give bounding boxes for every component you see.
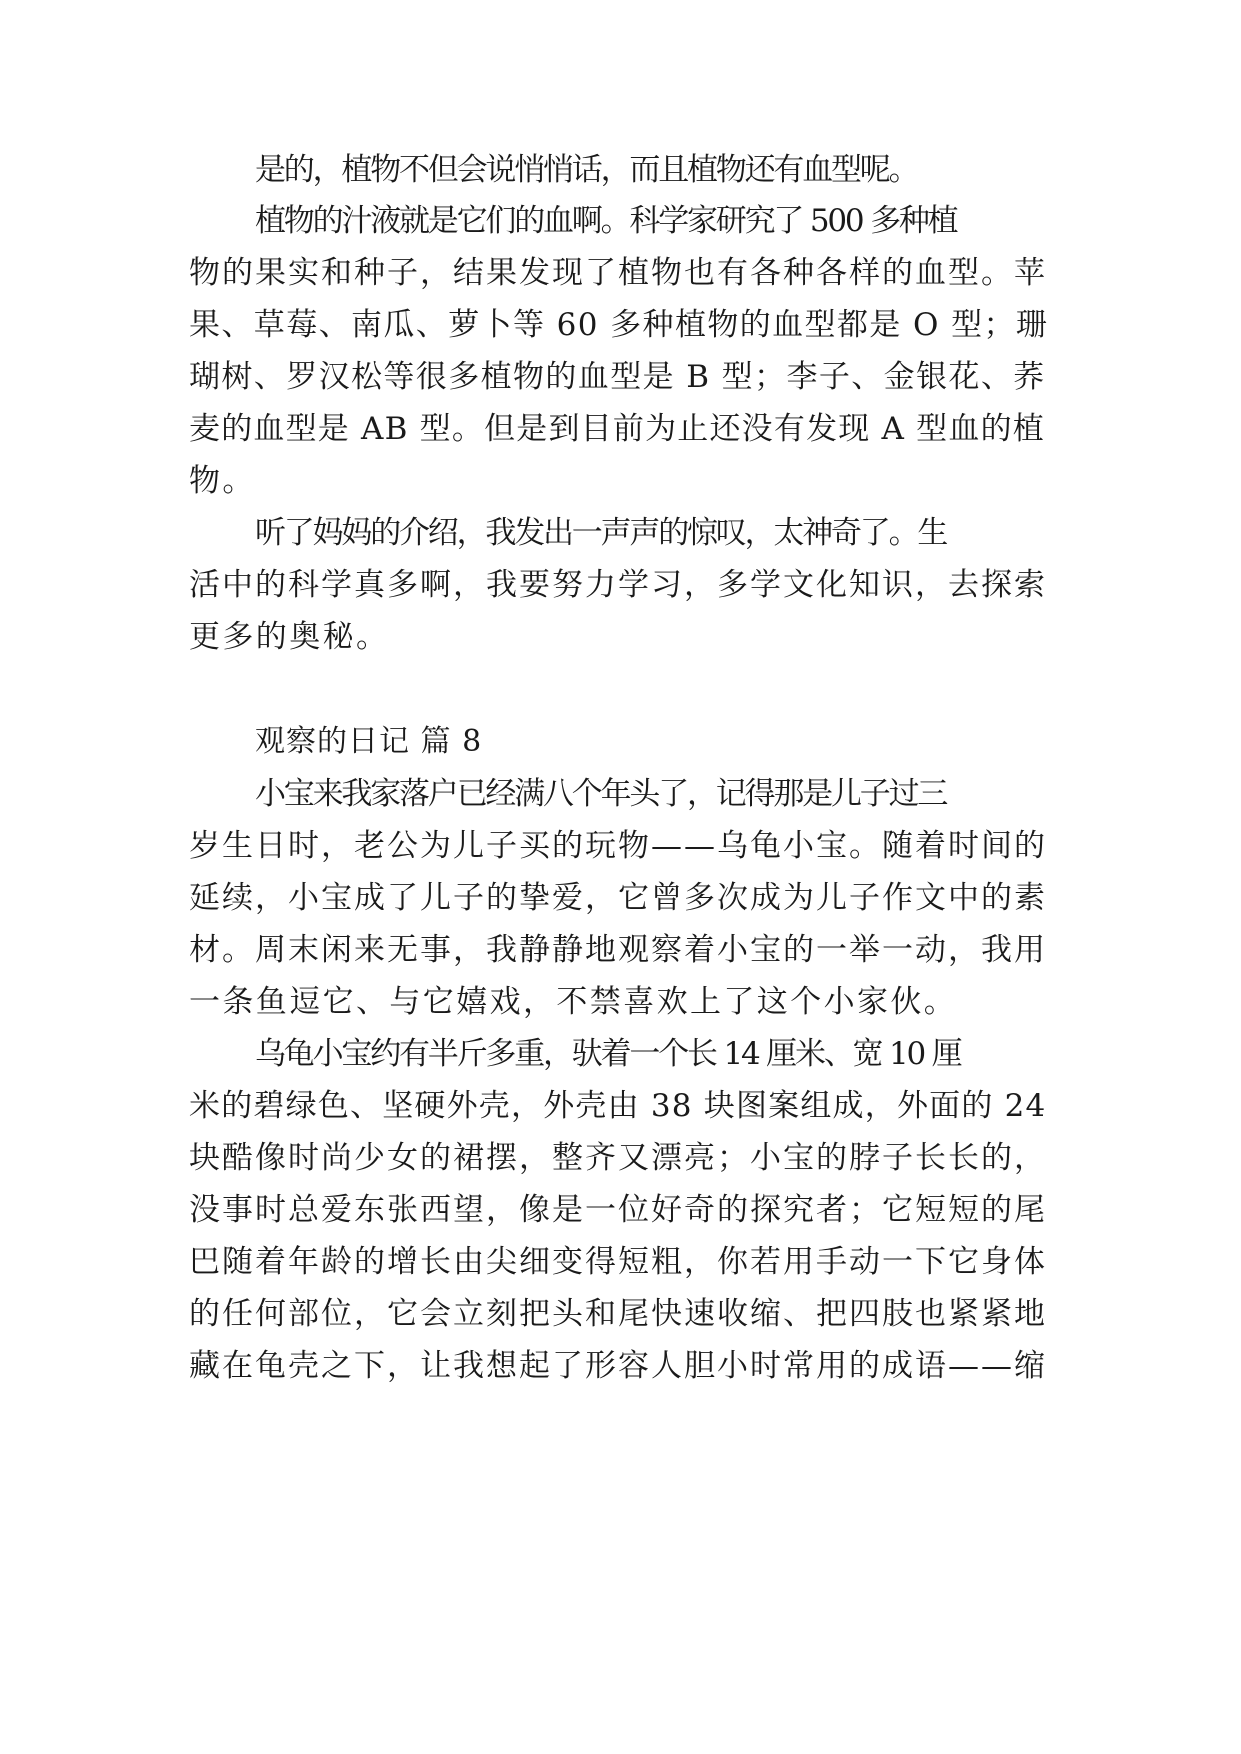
paragraph-line: 的任何部位，它会立刻把头和尾快速收缩、把四肢也紧紧地: [189, 1296, 1047, 1332]
paragraph-line: 藏在龟壳之下，让我想起了形容人胆小时常用的成语——缩: [189, 1348, 1047, 1384]
paragraph-line: 更多的奥秘。: [189, 619, 390, 655]
paragraph-line: 一条鱼逗它、与它嬉戏，不禁喜欢上了这个小家伙。: [189, 984, 958, 1020]
paragraph-line: 材。周末闲来无事，我静静地观察着小宝的一举一动，我用: [189, 932, 1047, 968]
paragraph-line: 瑚树、罗汉松等很多植物的血型是 B 型；李子、金银花、荞: [189, 359, 1046, 395]
paragraph-line: 活中的科学真多啊，我要努力学习，多学文化知识，去探索: [189, 567, 1047, 603]
paragraph-line: 米的碧绿色、坚硬外壳，外壳由 38 块图案组成，外面的 24: [189, 1088, 1047, 1124]
paragraph-line: 巴随着年龄的增长由尖细变得短粗，你若用手动一下它身体: [189, 1244, 1047, 1280]
paragraph-line: 岁生日时，老公为儿子买的玩物——乌龟小宝。随着时间的: [189, 828, 1047, 864]
paragraph-line: 麦的血型是 AB 型。但是到目前为止还没有发现 A 型血的植: [189, 411, 1045, 447]
paragraph-line: 小宝来我家落户已经满八个年头了，记得那是儿子过三: [255, 776, 947, 812]
section-title: 观察的日记 篇 8: [255, 724, 483, 759]
paragraph-line: 块酷像时尚少女的裙摆，整齐又漂亮；小宝的脖子长长的，: [189, 1140, 1047, 1176]
paragraph-line: 延续，小宝成了儿子的挚爱，它曾多次成为儿子作文中的素: [189, 880, 1047, 916]
paragraph-line: 物的果实和种子，结果发现了植物也有各种各样的血型。苹: [189, 255, 1047, 291]
paragraph-line: 物。: [189, 463, 256, 499]
paragraph-line: 植物的汁液就是它们的血啊。科学家研究了 500 多种植: [255, 203, 957, 239]
paragraph-line: 听了妈妈的介绍，我发出一声声的惊叹，太神奇了。生: [255, 515, 947, 551]
paragraph-line: 果、草莓、南瓜、萝卜等 60 多种植物的血型都是 O 型；珊: [189, 307, 1049, 343]
paragraph-line: 没事时总爱东张西望，像是一位好奇的探究者；它短短的尾: [189, 1192, 1047, 1228]
paragraph-line: 是的，植物不但会说悄悄话，而且植物还有血型呢。: [255, 152, 918, 188]
paragraph-line: 乌龟小宝约有半斤多重，驮着一个长 14 厘米、宽 10 厘: [255, 1036, 961, 1072]
